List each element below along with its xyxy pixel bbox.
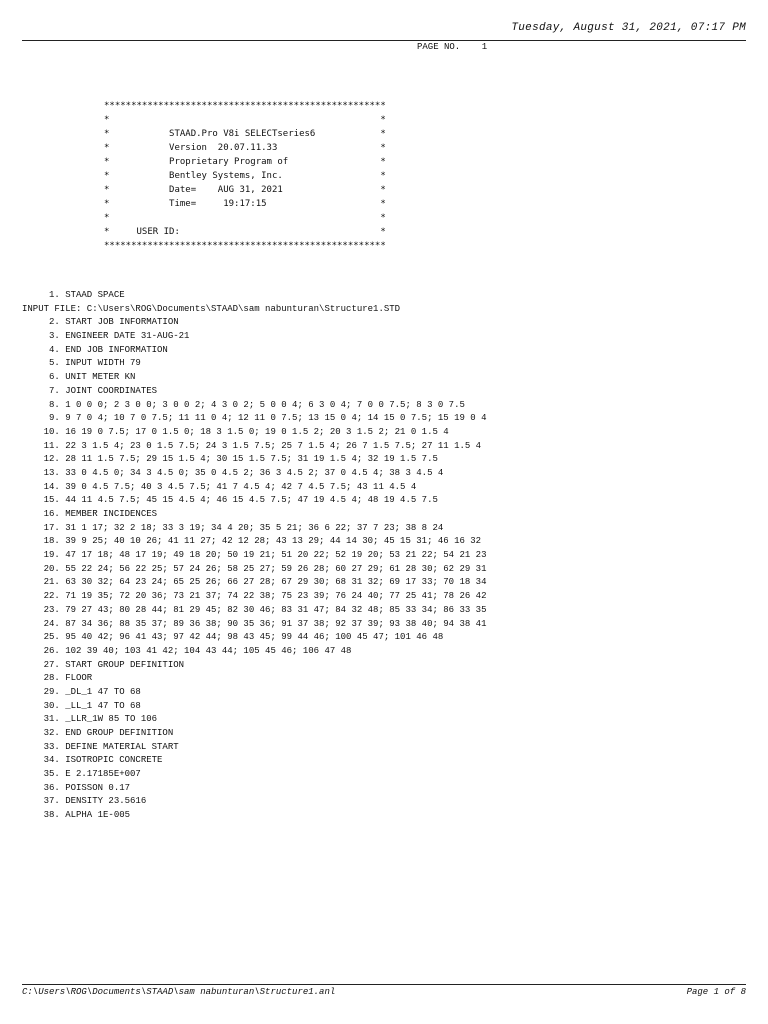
listing-line: 28. FLOOR [22, 673, 93, 684]
listing-line: INPUT FILE: C:\Users\ROG\Documents\STAAD\sam nabunturan\Structure1.STD [22, 303, 401, 314]
listing-line: 34. ISOTROPIC CONCRETE [22, 755, 163, 766]
banner-line: * Bentley Systems, Inc. * [104, 171, 386, 181]
page-number: PAGE NO. 1 [417, 42, 488, 52]
listing-line: 27. START GROUP DEFINITION [22, 659, 185, 670]
listing-line: 8. 1 0 0 0; 2 3 0 0; 3 0 0 2; 4 3 0 2; 5 0 0 4; 6 3 0 4; 7 0 0 7.5; 8 3 0 7.5 [22, 399, 465, 410]
staad-banner [104, 99, 386, 253]
listing-line: 38. ALPHA 1E-005 [22, 810, 131, 821]
listing-line: 6. UNIT METER KN [22, 372, 136, 383]
listing-line: 26. 102 39 40; 103 41 42; 104 43 44; 105 45 46; 106 47 48 [22, 645, 352, 656]
listing-line: 19. 47 17 18; 48 17 19; 49 18 20; 50 19 21; 51 20 22; 52 19 20; 53 21 22; 54 21 23 [22, 550, 487, 561]
listing-line: 24. 87 34 36; 88 35 37; 89 36 38; 90 35 36; 91 37 38; 92 37 39; 93 38 40; 94 38 41 [22, 618, 487, 629]
listing-line: 16. MEMBER INCIDENCES [22, 509, 158, 519]
listing-line: 18. 39 9 25; 40 10 26; 41 11 27; 42 12 28; 43 13 29; 44 14 30; 45 15 31; 46 16 32 [22, 536, 482, 547]
banner-line: * Time= 19:17:15 * [104, 199, 386, 209]
listing-line: 15. 44 11 4.5 7.5; 45 15 4.5 4; 46 15 4.5 7.5; 47 19 4.5 4; 48 19 4.5 7.5 [22, 495, 438, 506]
listing-line: 10. 16 19 0 7.5; 17 0 1.5 0; 18 3 1.5 0; 19 0 1.5 2; 20 3 1.5 2; 21 0 1.5 4 [22, 426, 449, 437]
listing-line: 14. 39 0 4.5 7.5; 40 3 4.5 7.5; 41 7 4.5 4; 42 7 4.5 7.5; 43 11 4.5 4 [22, 481, 417, 492]
listing-line: 3. ENGINEER DATE 31-AUG-21 [22, 331, 190, 342]
listing-line: 11. 22 3 1.5 4; 23 0 1.5 7.5; 24 3 1.5 7.5; 25 7 1.5 4; 26 7 1.5 7.5; 27 11 1.5 4 [22, 440, 482, 451]
banner-line: * Proprietary Program of * [104, 157, 386, 167]
listing-line: 13. 33 0 4.5 0; 34 3 4.5 0; 35 0 4.5 2; 36 3 4.5 2; 37 0 4.5 4; 38 3 4.5 4 [22, 467, 444, 478]
listing-line: 5. INPUT WIDTH 79 [22, 358, 141, 369]
listing-line: 20. 55 22 24; 56 22 25; 57 24 26; 58 25 27; 59 26 28; 60 27 29; 61 28 30; 62 29 31 [22, 563, 487, 574]
listing-line: 30. _LL_1 47 TO 68 [22, 700, 141, 711]
listing-line: 29. _DL_1 47 TO 68 [22, 686, 141, 697]
banner-line: **************************************************** [104, 101, 386, 111]
footer-page-count: Page 1 of 8 [686, 987, 746, 997]
banner-line: * Date= AUG 31, 2021 * [104, 185, 386, 195]
listing-line: 21. 63 30 32; 64 23 24; 65 25 26; 66 27 28; 67 29 30; 68 31 32; 69 17 33; 70 18 34 [22, 577, 487, 588]
banner-line: * STAAD.Pro V8i SELECTseries6 * [104, 129, 386, 139]
listing-line: 2. START JOB INFORMATION [22, 317, 179, 328]
listing-line: 33. DEFINE MATERIAL START [22, 741, 179, 752]
listing-line: 32. END GROUP DEFINITION [22, 728, 174, 738]
input-listing [22, 289, 486, 823]
banner-line: * * [104, 213, 386, 223]
footer-file-path: C:\Users\ROG\Documents\STAAD\sam nabunturan\Structure1.anl [22, 987, 336, 997]
listing-line: 37. DENSITY 23.5616 [22, 796, 147, 807]
banner-line: * USER ID: * [104, 227, 386, 237]
footer-rule [22, 984, 746, 985]
header-datetime: Tuesday, August 31, 2021, 07:17 PM [511, 22, 746, 34]
listing-line: 31. _LLR_1W 85 TO 106 [22, 714, 158, 725]
listing-line: 1. STAAD SPACE [22, 290, 125, 300]
listing-line: 12. 28 11 1.5 7.5; 29 15 1.5 4; 30 15 1.5 7.5; 31 19 1.5 4; 32 19 1.5 7.5 [22, 454, 438, 465]
listing-line: 17. 31 1 17; 32 2 18; 33 3 19; 34 4 20; 35 5 21; 36 6 22; 37 7 23; 38 8 24 [22, 522, 444, 533]
banner-line: * Version 20.07.11.33 * [104, 143, 386, 153]
listing-line: 23. 79 27 43; 80 28 44; 81 29 45; 82 30 46; 83 31 47; 84 32 48; 85 33 34; 86 33 35 [22, 604, 487, 615]
listing-line: 7. JOINT COORDINATES [22, 385, 158, 396]
listing-line: 9. 9 7 0 4; 10 7 0 7.5; 11 11 0 4; 12 11 0 7.5; 13 15 0 4; 14 15 0 7.5; 15 19 0 4 [22, 413, 487, 424]
listing-line: 22. 71 19 35; 72 20 36; 73 21 37; 74 22 38; 75 23 39; 76 24 40; 77 25 41; 78 26 42 [22, 591, 487, 602]
banner-line: * * [104, 115, 386, 125]
listing-line: 36. POISSON 0.17 [22, 782, 131, 793]
banner-line: **************************************************** [104, 241, 386, 251]
header-rule [22, 40, 746, 41]
listing-line: 35. E 2.17185E+007 [22, 769, 141, 780]
listing-line: 4. END JOB INFORMATION [22, 344, 168, 355]
listing-line: 25. 95 40 42; 96 41 43; 97 42 44; 98 43 45; 99 44 46; 100 45 47; 101 46 48 [22, 632, 444, 643]
